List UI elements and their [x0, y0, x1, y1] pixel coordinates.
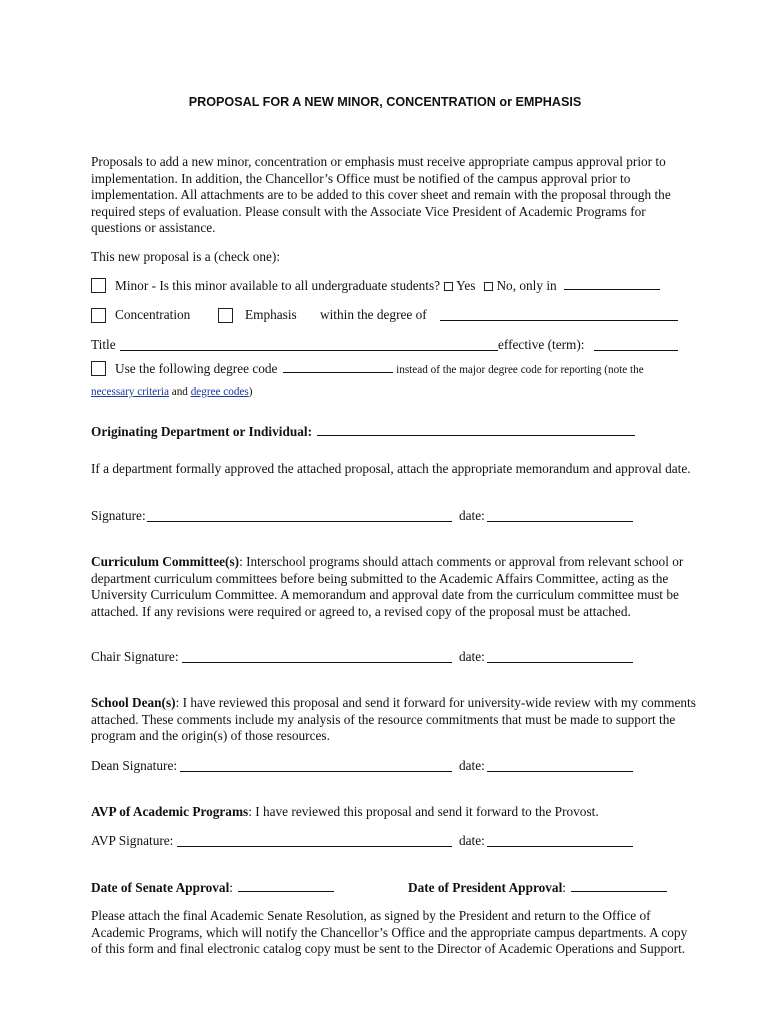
- senate-colon: :: [229, 880, 233, 895]
- avp-paragraph: [91, 804, 599, 820]
- concentration-checkbox[interactable]: [91, 308, 106, 323]
- dean-paragraph: [91, 695, 697, 745]
- emphasis-checkbox[interactable]: [218, 308, 233, 323]
- date-field-1[interactable]: [487, 510, 633, 522]
- minor-program-field[interactable]: [564, 278, 660, 290]
- check-one-label: This new proposal is a (check one):: [91, 249, 281, 264]
- dept-note: If a department formally approved the attached proposal, attach the appropriate memorandum and approval date.: [91, 461, 691, 476]
- minor-label: Minor - Is this minor available to all undergraduate students?: [115, 278, 441, 293]
- originating-label: Originating Department or Individual:: [91, 424, 313, 439]
- dean-text: : I have reviewed this proposal and send it forward for university-wide review with my comments attached. These comments include my analysis of the resource commitments that must be made to support the program and the origin(s) of those resources.: [91, 695, 696, 744]
- necessary-criteria-link[interactable]: necessary criteria: [91, 386, 169, 398]
- date-label-2: date:: [459, 649, 485, 664]
- chair-signature-label: Chair Signature:: [91, 649, 179, 664]
- senate-approval-label: Date of Senate Approval: [91, 880, 230, 895]
- date-field-3[interactable]: [487, 760, 633, 772]
- emphasis-label: Emphasis: [245, 307, 297, 322]
- no-label: No, only in: [496, 278, 557, 293]
- close-paren: ): [248, 386, 253, 398]
- degree-code-label: Use the following degree code: [115, 361, 278, 376]
- senate-approval-field[interactable]: [238, 880, 334, 892]
- president-approval-row: [408, 880, 667, 896]
- within-degree-label: within the degree of: [320, 307, 427, 322]
- senate-approval-row: [91, 880, 334, 896]
- signature-field[interactable]: [147, 510, 452, 522]
- minor-row: [115, 278, 660, 294]
- degree-codes-link[interactable]: degree codes: [190, 386, 249, 398]
- avp-text: : I have reviewed this proposal and send it forward to the Provost.: [248, 804, 599, 819]
- president-colon: :: [562, 880, 566, 895]
- date-label-1: date:: [459, 508, 485, 523]
- date-field-2[interactable]: [487, 651, 633, 663]
- title-field[interactable]: [120, 339, 498, 351]
- dean-heading: School Dean(s): [91, 695, 176, 710]
- dean-signature-field[interactable]: [180, 760, 452, 772]
- president-approval-field[interactable]: [571, 880, 667, 892]
- title-label: Title: [91, 337, 116, 352]
- closing-paragraph: Please attach the final Academic Senate Resolution, as signed by the President and return to the Office of Academic Programs, which will notify the Chancellor’s Office and the appropriate campus departments. A copy of this form and final electronic catalog copy must be sent to the Director of Academic Operations and Support.: [91, 908, 688, 957]
- president-approval-label: Date of President Approval: [408, 880, 563, 895]
- yes-checkbox[interactable]: [444, 282, 453, 291]
- degree-field[interactable]: [440, 309, 678, 321]
- chair-signature-field[interactable]: [182, 651, 452, 663]
- avp-heading: AVP of Academic Programs: [91, 804, 249, 819]
- originating-field[interactable]: [317, 424, 635, 436]
- curriculum-heading: Curriculum Committee(s): [91, 554, 240, 569]
- avp-signature-field[interactable]: [177, 835, 452, 847]
- signature-label: Signature:: [91, 508, 146, 523]
- and-text: and: [171, 386, 188, 398]
- date-label-4: date:: [459, 833, 485, 848]
- degree-code-links: [91, 386, 253, 398]
- concentration-label: Concentration: [115, 307, 191, 322]
- curriculum-paragraph: [91, 554, 697, 620]
- degree-code-row: [115, 361, 644, 377]
- avp-signature-label: AVP Signature:: [91, 833, 174, 848]
- minor-checkbox[interactable]: [91, 278, 106, 293]
- page-title: PROPOSAL FOR A NEW MINOR, CONCENTRATION or EMPHASIS: [188, 95, 582, 109]
- degree-code-field[interactable]: [283, 361, 393, 373]
- yes-label: Yes: [456, 278, 476, 293]
- no-checkbox[interactable]: [484, 282, 493, 291]
- date-label-3: date:: [459, 758, 485, 773]
- originating-row: [91, 424, 635, 440]
- degree-code-note: instead of the major degree code for reporting (note the: [396, 364, 644, 376]
- intro-paragraph: Proposals to add a new minor, concentration or emphasis must receive appropriate campus approval prior to implementation. In addition, the Chancellor’s Office must be notified of the campus approval prior to implementation. All attachments are to be added to this cover sheet and remain with the proposal through the required steps of evaluation. Please consult with the Associate Vice President of Academic Programs for questions or assistance.: [91, 154, 671, 236]
- curriculum-text: : Interschool programs should attach comments or approval from relevant school or department curriculum committees before being submitted to the Academic Affairs Committee, acting as the University Curriculum Committee. A memorandum and approval date from the curriculum committee must be attached. If any revisions were required or agreed to, a revised copy of the proposal must be attached.: [91, 554, 684, 619]
- effective-term-label: effective (term):: [498, 337, 585, 352]
- degree-code-checkbox[interactable]: [91, 361, 106, 376]
- date-field-4[interactable]: [487, 835, 633, 847]
- dean-signature-label: Dean Signature:: [91, 758, 178, 773]
- effective-term-field[interactable]: [594, 339, 678, 351]
